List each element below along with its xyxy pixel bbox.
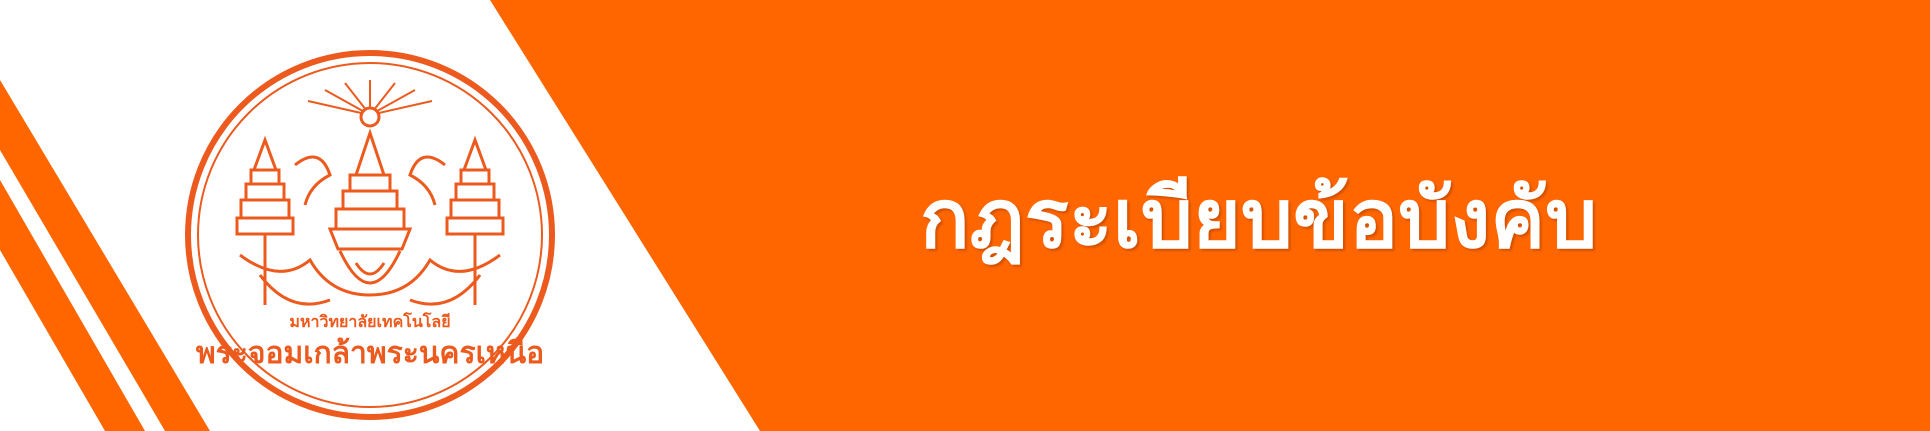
page-title: กฎระเบียบข้อบังคับ	[920, 172, 1598, 267]
seal-university-name: มหาวิทยาลัยเทคโนโลยี	[289, 312, 451, 331]
seal-university-name-2: พระจอมเกล้าพระนครเหนือ	[195, 336, 545, 371]
sun-icon	[361, 108, 379, 126]
university-seal-logo	[180, 45, 560, 425]
